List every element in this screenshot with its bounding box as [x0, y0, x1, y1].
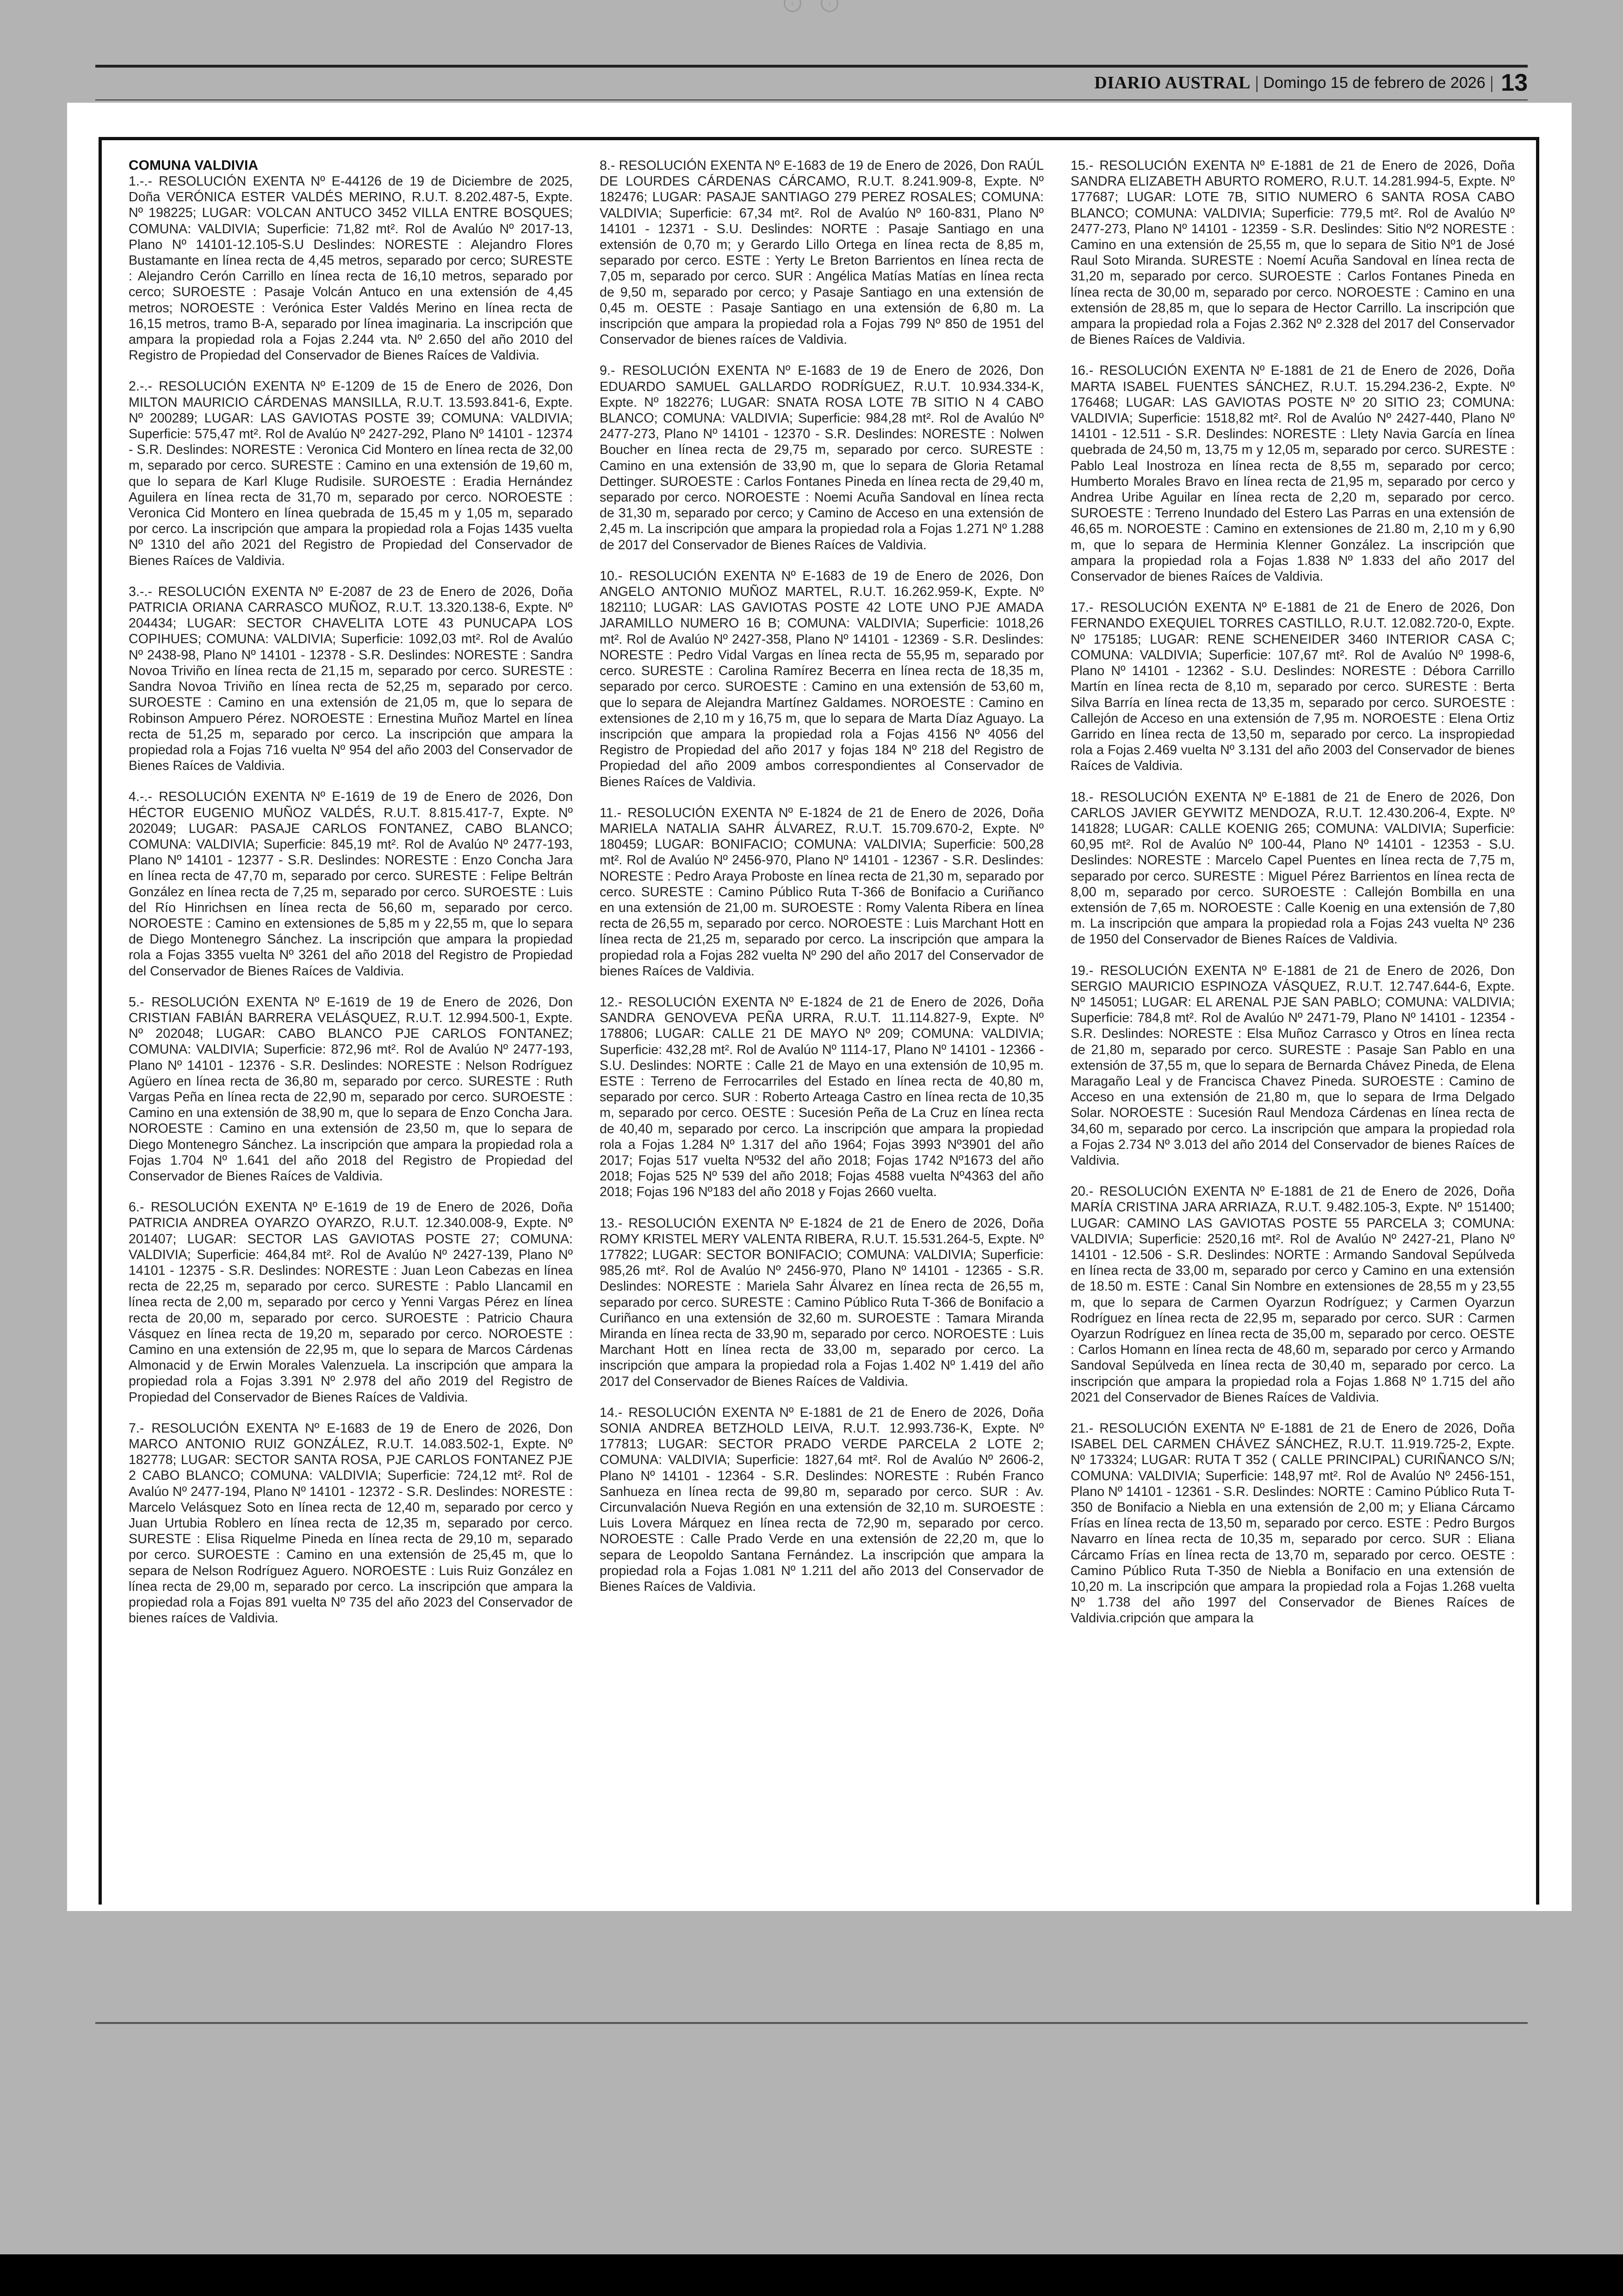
notice-entry: 5.- RESOLUCIÓN EXENTA Nº E-1619 de 19 de Enero de 2026, Don CRISTIAN FABIÁN BARRERA VELÁSQUEZ, R.U.T. 12.994.500-1, Expte. Nº 202048; LUGAR: CABO BLANCO PJE CARLOS FONTANEZ; COMUNA: VALDIVIA; Superficie: 872,96 mt². Rol de Avalúo Nº 2477-193, Plano Nº 14101 - 12376 - S.R. Deslindes: NORESTE : Nelson Rodríguez Agüero en línea recta de 36,80 m, separado por cerco. SURESTE : Ruth Vargas Peña en línea recta de 22,90 m, separado por cerco. SUROESTE : Camino en una extensión de 38,90 m, que lo separa de Enzo Concha Jara. NOROESTE : Camino en una extensión de 23,50 m, que lo separa de Diego Montenegro Sánchez. La inscripción que ampara la propiedad rola a Fojas 1.704 Nº 1.641 del año 2018 del Registro de Propiedad del Conservador de Bienes Raíces de Valdivia.: [129, 994, 573, 1184]
page-header: [1094, 68, 1528, 97]
header-sub-rule: [95, 99, 1528, 100]
notice-entry: 2.-.- RESOLUCIÓN EXENTA Nº E-1209 de 15 de Enero de 2026, Don MILTON MAURICIO CÁRDENAS MANSILLA, R.U.T. 13.593.841-6, Expte. Nº 200289; LUGAR: LAS GAVIOTAS POSTE 39; COMUNA: VALDIVIA; Superficie: 575,47 mt². Rol de Avalúo Nº 2427-292, Plano Nº 14101 - 12374 - S.R. Deslindes: NORESTE : Veronica Cid Montero en línea recta de 32,00 m, separado por cerco. SURESTE : Camino en una extensión de 19,60 m, que lo separa de Karl Kluge Rudisile. SUROESTE : Eradia Hernández Aguilera en línea recta de 31,70 m, separado por cerco. NOROESTE : Veronica Cid Montero en línea quebrada de 15,45 m y 1,05 m, separado por cerco. La inscripción que ampara la propiedad rola a Fojas 1435 vuelta Nº 1310 del año 2021 del Registro de Propiedad del Conservador de Bienes Raíces de Valdivia.: [129, 379, 573, 568]
viewer-footer-bar: [0, 2254, 1623, 2296]
notice-entry: 12.- RESOLUCIÓN EXENTA Nº E-1824 de 21 de Enero de 2026, Doña SANDRA GENOVEVA PEÑA URRA, R.U.T. 11.114.827-9, Expte. Nº 178806; LUGAR: CALLE 21 DE MAYO Nº 209; COMUNA: VALDIVIA; Superficie: 432,28 mt². Rol de Avalúo Nº 1114-17, Plano Nº 14101 - 12366 - S.U. Deslindes: NORTE : Calle 21 de Mayo en una extensión de 10,95 m. ESTE : Terreno de Ferrocarriles del Estado en línea recta de 40,80 m, separado por cerco. SUR : Roberto Arteaga Castro en línea recta de 10,35 m, separado por cerco. OESTE : Sucesión Peña de La Cruz en línea recta de 40,40 m, separado por cerco. La inscripción que ampara la propiedad rola a Fojas 1.284 Nº 1.317 del año 1964; Fojas 3993 Nº3901 del año 2017; Fojas 517 vuelta Nº532 del año 2018; Fojas 1742 Nº1673 del año 2018; Fojas 525 Nº 539 del año 2018; Fojas 4588 vuelta Nº4363 del año 2018; Fojas 196 Nº183 del año 2018 y Fojas 2660 vuelta.: [600, 994, 1044, 1200]
notice-entry: 15.- RESOLUCIÓN EXENTA Nº E-1881 de 21 de Enero de 2026, Doña SANDRA ELIZABETH ABURTO ROMERO, R.U.T. 14.281.994-5, Expte. Nº 177687; LUGAR: LOTE 7B, SITIO NUMERO 6 SANTA ROSA CABO BLANCO; COMUNA: VALDIVIA; Superficie: 779,5 mt². Rol de Avalúo Nº 2477-273, Plano Nº 14101 - 12359 - S.R. Deslindes: Sitio Nº2 NORESTE : Camino en una extensión de 25,55 m, que lo separa de Sitio Nº1 de José Raul Soto Miranda. SURESTE : Noemí Acuña Sandoval en línea recta de 31,20 m, separado por cerco. SUROESTE : Carlos Fontanes Pineda en línea recta de 30,00 m, separado por cerco. NOROESTE : Camino en una extensión de 28,85 m, que lo separa de Hector Carrillo. La inscripción que ampara la propiedad rola a Fojas 2.362 Nº 2.328 del 2017 del Conservador de Bienes Raíces de Valdivia.: [1071, 158, 1515, 348]
previous-page-button[interactable]: [784, 0, 801, 12]
notice-entry: 10.- RESOLUCIÓN EXENTA Nº E-1683 de 19 de Enero de 2026, Don ANGELO ANTONIO MUÑOZ MARTEL, R.U.T. 16.262.959-K, Expte. Nº 182110; LUGAR: LAS GAVIOTAS POSTE 42 LOTE UNO PJE AMADA JARAMILLO NUMERO 16 B; COMUNA: VALDIVIA; Superficie: 1018,26 mt². Rol de Avalúo Nº 2427-358, Plano Nº 14101 - 12369 - S.R. Deslindes: NORESTE : Pedro Vidal Vargas en línea recta de 55,95 m, separado por cerco. SURESTE : Carolina Ramírez Becerra en línea recta de 18,35 m, separado por cerco. SUROESTE : Camino en una extensión de 53,60 m, que lo separa de Alejandra Martínez Galdames. NOROESTE : Camino en extensiones de 2,10 m y 16,75 m, que lo separa de Marta Díaz Aguayo. La inscripción que ampara la propiedad rola a Fojas 4156 Nº 4056 del Registro de Propiedad del año 2017 y fojas 184 Nº 218 del Registro de Propiedad del año 2009 ambos correspondientes al Conservador de Bienes Raíces de Valdivia.: [600, 568, 1044, 789]
column-2: [600, 158, 1044, 1642]
notice-entry: 8.- RESOLUCIÓN EXENTA Nº E-1683 de 19 de Enero de 2026, Don RAÚL DE LOURDES CÁRDENAS CÁRCAMO, R.U.T. 8.241.909-8, Expte. Nº 182476; LUGAR: PASAJE SANTIAGO 279 PEREZ ROSALES; COMUNA: VALDIVIA; Superficie: 67,34 mt². Rol de Avalúo Nº 160-831, Plano Nº 14101 - 12371 - S.U. Deslindes: NORTE : Pasaje Santiago en una extensión de 0,70 m; y Gerardo Lillo Ortega en línea recta de 8,85 m, separado por cerco. ESTE : Yerty Le Breton Barrientos en línea recta de 7,05 m, separado por cerco. SUR : Angélica Matías Matías en línea recta de 9,50 m, separado por cerco; y Pasaje Santiago en una extensión de 0,45 m. OESTE : Pasaje Santiago en una extensión de 6,80 m. La inscripción que ampara la propiedad rola a Fojas 799 Nº 850 de 1951 del Conservador de bienes raíces de Valdivia.: [600, 158, 1044, 348]
page-sheet: [67, 103, 1572, 1911]
page-number: 13: [1501, 69, 1528, 96]
notice-entry: 1.-.- RESOLUCIÓN EXENTA Nº E-44126 de 19 de Diciembre de 2025, Doña VERÓNICA ESTER VALDÉS MERINO, R.U.T. 8.202.487-5, Expte. Nº 198225; LUGAR: VOLCAN ANTUCO 3452 VILLA ENTRE BOSQUES; COMUNA: VALDIVIA; Superficie: 71,82 mt². Rol de Avalúo Nº 2017-13, Plano Nº 14101-12.105-S.U Deslindes: NORESTE : Alejandro Flores Bustamante en línea recta de 4,45 metros, separado por cerco; SURESTE : Alejandro Cerón Carrillo en línea recta de 16,10 metros, separado por cerco; SUROESTE : Pasaje Volcán Antuco en una extensión de 4,45 metros; NOROESTE : Verónica Ester Valdés Merino en línea recta de 16,15 metros, tramo B-A, separado por línea imaginaria. La inscripción que ampara la propiedad rola a Fojas 2.244 vta. Nº 2.650 del año 2010 del Registro de Propiedad del Conservador de Bienes Raíces de Valdivia.: [129, 174, 573, 363]
notice-entry: 16.- RESOLUCIÓN EXENTA Nº E-1881 de 21 de Enero de 2026, Doña MARTA ISABEL FUENTES SÁNCHEZ, R.U.T. 15.294.236-2, Expte. Nº 176468; LUGAR: LAS GAVIOTAS POSTE Nº 20 SITIO 23; COMUNA: VALDIVIA; Superficie: 1518,82 mt². Rol de Avalúo Nº 2427-440, Plano Nº 14101 - 12.511 - S.R. Deslindes: NORESTE : Llety Navia García en línea quebrada de 24,50 m, 13,75 m y 12,05 m, separado por cerco. SURESTE : Pablo Leal Inostroza en línea recta de 8,55 m, separado por cerco; Humberto Morales Bravo en línea recta de 21,95 m, separado por cerco y Andrea Uribe Aguilar en línea recta de 2,20 m, separado por cerco. SUROESTE : Terreno Inundado del Estero Las Parras en una extensión de 46,65 m. NOROESTE : Camino en extensiones de 21.80 m, 2,10 m y 6,90 m, que lo separa de Herminia Klenner González. La inscripción que ampara la propiedad rola a Fojas 1.838 Nº 1.833 del año 2017 del Conservador de bienes Raíces de Valdivia.: [1071, 363, 1515, 584]
section-title: COMUNA VALDIVIA: [129, 158, 258, 173]
page-navigation: [782, 0, 842, 13]
notice-entry: 9.- RESOLUCIÓN EXENTA Nº E-1683 de 19 de Enero de 2026, Don EDUARDO SAMUEL GALLARDO RODRÍGUEZ, R.U.T. 10.934.334-K, Expte. Nº 182276; LUGAR: SNATA ROSA LOTE 7B SITIO N 4 CABO BLANCO; COMUNA: VALDIVIA; Superficie: 984,28 mt². Rol de Avalúo Nº 2477-273, Plano Nº 14101 - 12370 - S.R. Deslindes: NORESTE : Nolwen Boucher en línea recta de 29,75 m, separado por cerco. SURESTE : Camino en una extensión de 33,90 m, que lo separa de Gloria Retamal Dettinger. SUROESTE : Carlos Fontanes Pineda en línea recta de 29,40 m, separado por cerco. NOROESTE : Noemi Acuña Sandoval en línea recta de 31,30 m, separado por cerco; y Camino de Acceso en una extensión de 2,45 m. La inscripción que ampara la propiedad rola a Fojas 1.271 Nº 1.288 de 2017 del Conservador de Bienes Raíces de Valdivia.: [600, 363, 1044, 552]
notice-entry: 11.- RESOLUCIÓN EXENTA Nº E-1824 de 21 de Enero de 2026, Doña MARIELA NATALIA SAHR ÁLVAREZ, R.U.T. 15.709.670-2, Expte. Nº 180459; LUGAR: BONIFACIO; COMUNA: VALDIVIA; Superficie: 500,28 mt². Rol de Avalúo Nº 2456-970, Plano Nº 14101 - 12367 - S.R. Deslindes: NORESTE : Pedro Araya Proboste en línea recta de 21,30 m, separado por cerco. SURESTE : Camino Público Ruta T-366 de Bonifacio a Curiñanco en una extensión de 21,00 m. SUROESTE : Romy Valenta Ribera en línea recta de 26,55 m, separado por cerco. NOROESTE : Luis Marchant Hott en línea recta de 21,25 m, separado por cerco. La inscripción que ampara la propiedad rola a Fojas 282 vuelta Nº 290 del año 2017 del Conservador de bienes Raíces de Valdivia.: [600, 805, 1044, 979]
notice-entry: 18.- RESOLUCIÓN EXENTA Nº E-1881 de 21 de Enero de 2026, Don CARLOS JAVIER GEYWITZ MENDOZA, R.U.T. 12.430.206-4, Expte. Nº 141828; LUGAR: CALLE KOENIG 265; COMUNA: VALDIVIA; Superficie: 60,95 mt². Rol de Avalúo Nº 100-44, Plano Nº 14101 - 12353 - S.U. Deslindes: NORESTE : Marcelo Capel Puentes en línea recta de 7,75 m, separado por cerco. SURESTE : Miguel Pérez Barrientos en línea recta de 8,00 m, separado por cerco. SUROESTE : Callejón Bombilla en una extensión de 7,65 m. NOROESTE : Calle Koenig en una extensión de 7,80 m. La inscripción que ampara la propiedad rola a Fojas 243 vuelta Nº 236 de 1950 del Conservador de Bienes Raíces de Valdivia.: [1071, 789, 1515, 947]
notice-entry: 14.- RESOLUCIÓN EXENTA Nº E-1881 de 21 de Enero de 2026, Doña SONIA ANDREA BETZHOLD LEIVA, R.U.T. 12.993.736-K, Expte. Nº 177813; LUGAR: SECTOR PRADO VERDE PARCELA 2 LOTE 2; COMUNA: VALDIVIA; Superficie: 1827,64 mt². Rol de Avalúo Nº 2606-2, Plano Nº 14101 - 12364 - S.R. Deslindes: NORESTE : Rubén Franco Sanhueza en línea recta de 99,80 m, separado por cerco. SUR : Av. Circunvalación Nueva Región en una extensión de 32,10 m. SUROESTE : Luis Lovera Márquez en línea recta de 72,90 m, separado por cerco. NOROESTE : Calle Prado Verde en una extensión de 22,20 m, que lo separa de Leopoldo Santana Fernández. La inscripción que ampara la propiedad rola a Fojas 1.081 Nº 1.211 del año 2013 del Conservador de Bienes Raíces de Valdivia.: [600, 1405, 1044, 1595]
column-1: [129, 158, 573, 1642]
notice-entry: 17.- RESOLUCIÓN EXENTA Nº E-1881 de 21 de Enero de 2026, Don FERNANDO EXEQUIEL TORRES CASTILLO, R.U.T. 12.082.720-0, Expte. Nº 175185; LUGAR: RENE SCHENEIDER 3460 INTERIOR CASA C; COMUNA: VALDIVIA; Superficie: 107,67 mt². Rol de Avalúo Nº 1998-6, Plano Nº 14101 - 12362 - S.U. Deslindes: NORESTE : Débora Carrillo Martín en línea recta de 8,10 m, separado por cerco. SURESTE : Berta Silva Barría en línea recta de 13,35 m, separado por cerco. SUROESTE : Callejón de Acceso en una extensión de 7,95 m. NOROESTE : Elena Ortiz Garrido en línea recta de 13,50 m, separado por cerco. La inspropiedad rola a Fojas 2.469 vuelta Nº 3.131 del año 2003 del Conservador de bienes Raíces de Valdivia.: [1071, 600, 1515, 774]
newspaper-name: DIARIO AUSTRAL: [1094, 73, 1251, 93]
chevron-left-icon: ‹: [791, 0, 794, 8]
notice-entry: 13.- RESOLUCIÓN EXENTA Nº E-1824 de 21 de Enero de 2026, Doña ROMY KRISTEL MERY VALENTA RIBERA, R.U.T. 15.531.264-5, Expte. Nº 177822; LUGAR: SECTOR BONIFACIO; COMUNA: VALDIVIA; Superficie: 985,26 mt². Rol de Avalúo Nº 2456-970, Plano Nº 14101 - 12365 - S.R. Deslindes: NORESTE : Mariela Sahr Álvarez en línea recta de 26,55 m, separado por cerco. SURESTE : Camino Público Ruta T-366 de Bonifacio a Curiñanco en una extensión de 32,60 m. SUROESTE : Tamara Miranda Miranda en línea recta de 33,90 m, separado por cerco. NOROESTE : Luis Marchant Hott en línea recta de 33,00 m, separado por cerco. La inscripción que ampara la propiedad rola a Fojas 1.402 Nº 1.419 del año 2017 del Conservador de Bienes Raíces de Valdivia.: [600, 1216, 1044, 1389]
notice-entry: 7.- RESOLUCIÓN EXENTA Nº E-1683 de 19 de Enero de 2026, Don MARCO ANTONIO RUIZ GONZÁLEZ, R.U.T. 14.083.502-1, Expte. Nº 182778; LUGAR: SECTOR SANTA ROSA, PJE CARLOS FONTANEZ PJE 2 CABO BLANCO; COMUNA: VALDIVIA; Superficie: 724,12 mt². Rol de Avalúo Nº 2477-194, Plano Nº 14101 - 12372 - S.R. Deslindes: NORESTE : Marcelo Velásquez Soto en línea recta de 12,40 m, separado por cerco y Juan Urtubia Roblero en línea recta de 12,35 m, separado por cerco. SURESTE : Elisa Riquelme Pineda en línea recta de 29,10 m, separado por cerco. SUROESTE : Camino en una extensión de 25,45 m, que lo separa de Nelson Rodríguez Aguero. NOROESTE : Luis Ruiz González en línea recta de 29,00 m, separado por cerco. La inscripción que ampara la propiedad rola a Fojas 891 vuelta Nº 735 del año 2023 del Conservador de bienes raíces de Valdivia.: [129, 1421, 573, 1626]
publication-date: Domingo 15 de febrero de 2026: [1263, 74, 1486, 92]
notice-entry: 19.- RESOLUCIÓN EXENTA Nº E-1881 de 21 de Enero de 2026, Don SERGIO MAURICIO ESPINOZA VÁSQUEZ, R.U.T. 12.747.644-6, Expte. Nº 145051; LUGAR: EL ARENAL PJE SAN PABLO; COMUNA: VALDIVIA; Superficie: 784,8 mt². Rol de Avalúo Nº 2471-79, Plano Nº 14101 - 12354 - S.R. Deslindes: NORESTE : Elsa Muñoz Carrasco y Otros en línea recta de 21,80 m, separado por cerco. SURESTE : Pasaje San Pablo en una extensión de 37,55 m, que lo separa de Bernarda Chávez Pineda, de Elena Maragaño Leal y de Francisca Chavez Pineda. SUROESTE : Camino de Acceso en una extensión de 21,80 m, que lo separa de Irma Delgado Solar. NOROESTE : Sucesión Raul Mendoza Cárdenas en línea recta de 34,60 m, separado por cerco. La inscripción que ampara la propiedad rola a Fojas 2.734 Nº 3.013 del año 2014 del Conservador de bienes Raíces de Valdivia.: [1071, 963, 1515, 1168]
notice-frame: [99, 137, 1539, 1905]
notice-entry: 6.- RESOLUCIÓN EXENTA Nº E-1619 de 19 de Enero de 2026, Doña PATRICIA ANDREA OYARZO OYARZO, R.U.T. 12.340.008-9, Expte. Nº 201407; LUGAR: SECTOR LAS GAVIOTAS POSTE 27; COMUNA: VALDIVIA; Superficie: 464,84 mt². Rol de Avalúo Nº 2427-139, Plano Nº 14101 - 12375 - S.R. Deslindes: NORESTE : Juan Leon Cabezas en línea recta de 22,25 m, separado por cerco. SURESTE : Pablo Llancamil en línea recta de 2,00 m, separado por cerco y Yenni Vargas Pérez en línea recta de 20,00 m, separado por cerco. SUROESTE : Patricio Chaura Vásquez en línea recta de 19,20 m, separado por cerco. NOROESTE : Camino en una extensión de 22,95 m, que lo separa de Marcos Cárdenas Almonacid y de Erwin Morales Valenzuela. La inscripción que ampara la propiedad rola a Fojas 3.391 Nº 2.978 del año 2019 del Registro de Propiedad del Conservador de Bienes Raíces de Valdivia.: [129, 1200, 573, 1405]
chevron-right-icon: ›: [828, 0, 831, 8]
notice-entry: 21.- RESOLUCIÓN EXENTA Nº E-1881 de 21 de Enero de 2026, Doña ISABEL DEL CARMEN CHÁVEZ SÁNCHEZ, R.U.T. 11.919.725-2, Expte. Nº 173324; LUGAR: RUTA T 352 ( CALLE PRINCIPAL) CURIÑANCO S/N; COMUNA: VALDIVIA; Superficie: 148,97 mt². Rol de Avalúo Nº 2456-151, Plano Nº 14101 - 12361 - S.R. Deslindes: NORTE : Camino Público Ruta T-350 de Bonifacio a Niebla en una extensión de 2,00 m; y Eliana Cárcamo Frías en línea recta de 13,50 m, separado por cerco. ESTE : Pedro Burgos Navarro en línea recta de 10,35 m, separado por cerco. SUR : Eliana Cárcamo Frías en línea recta de 13,70 m, separado por cerco. OESTE : Camino Público Ruta T-350 de Niebla a Bonifacio en una extensión de 10,20 m. La inscripción que ampara la propiedad rola a Fojas 1.268 vuelta Nº 1.738 del año 1997 del Conservador de Bienes Raíces de Valdivia.cripción que ampara la: [1071, 1421, 1515, 1626]
notice-entry: 20.- RESOLUCIÓN EXENTA Nº E-1881 de 21 de Enero de 2026, Doña MARÍA CRISTINA JARA ARRIAZA, R.U.T. 9.482.105-3, Expte. Nº 151400; LUGAR: CAMINO LAS GAVIOTAS POSTE 55 PARCELA 3; COMUNA: VALDIVIA; Superficie: 2520,16 mt². Rol de Avalúo Nº 2427-21, Plano Nº 14101 - 12.506 - S.R. Deslindes: NORTE : Armando Sandoval Sepúlveda en línea recta de 33,00 m, separado por cerco y Camino en una extensión de 18.50 m. ESTE : Canal Sin Nombre en extensiones de 28,55 m y 23,55 m, que lo separa de Carmen Oyarzun Rodríguez; y Carmen Oyarzun Rodríguez en línea recta de 22,95 m, separado por cerco. SUR : Carmen Oyarzun Rodríguez en línea recta de 35,00 m, separado por cerco. OESTE : Carlos Homann en línea recta de 48,60 m, separado por cerco y Armando Sandoval Sepúlveda en línea recta de 30,40 m, separado por cerco. La inscripción que ampara la propiedad rola a Fojas 1.868 Nº 1.715 del año 2021 del Conservador de Bienes Raíces de Valdivia.: [1071, 1184, 1515, 1405]
header-separator: |: [1255, 73, 1259, 93]
notice-columns: [129, 158, 1515, 1642]
header-rule: [95, 65, 1528, 68]
column-3: [1071, 158, 1515, 1642]
notice-entry: 4.-.- RESOLUCIÓN EXENTA Nº E-1619 de 19 de Enero de 2026, Don HÉCTOR EUGENIO MUÑOZ VALDÉS, R.U.T. 8.815.417-7, Expte. Nº 202049; LUGAR: PASAJE CARLOS FONTANEZ, CABO BLANCO; COMUNA: VALDIVIA; Superficie: 845,19 mt². Rol de Avalúo Nº 2477-193, Plano Nº 14101 - 12377 - S.R. Deslindes: NORESTE : Enzo Concha Jara en línea recta de 47,70 m, separado por cerco. SURESTE : Felipe Beltrán González en línea recta de 7,25 m, separado por cerco. SUROESTE : Luis del Río Hinrichsen en línea recta de 56,60 m, separado por cerco. NOROESTE : Camino en extensiones de 5,85 m y 22,55 m, que lo separa de Diego Montenegro Sánchez. La inscripción que ampara la propiedad rola a Fojas 3355 vuelta Nº 3261 del año 2018 del Registro de Propiedad del Conservador de Bienes Raíces de Valdivia.: [129, 789, 573, 979]
footer-rule: [95, 2022, 1528, 2024]
notice-entry: 3.-.- RESOLUCIÓN EXENTA Nº E-2087 de 23 de Enero de 2026, Doña PATRICIA ORIANA CARRASCO MUÑOZ, R.U.T. 13.320.138-6, Expte. Nº 204434; LUGAR: SECTOR CHAVELITA LOTE 43 PUNUCAPA LOS COPIHUES; COMUNA: VALDIVIA; Superficie: 1092,03 mt². Rol de Avalúo Nº 2438-98, Plano Nº 14101 - 12378 - S.R. Deslindes: NORESTE : Sandra Novoa Triviño en línea recta de 21,15 m, separado por cerco. SURESTE : Sandra Novoa Triviño en línea recta de 52,25 m, separado por cerco. SUROESTE : Camino en una extensión de 21,05 m, que lo separa de Robinson Ampuero Pérez. NOROESTE : Ernestina Muñoz Martel en línea recta de 51,25 m, separado por cerco. La inscripción que ampara la propiedad rola a Fojas 716 vuelta Nº 954 del año 2003 del Conservador de Bienes Raíces de Valdivia.: [129, 584, 573, 774]
next-page-button[interactable]: [821, 0, 838, 12]
header-separator: |: [1490, 73, 1494, 93]
